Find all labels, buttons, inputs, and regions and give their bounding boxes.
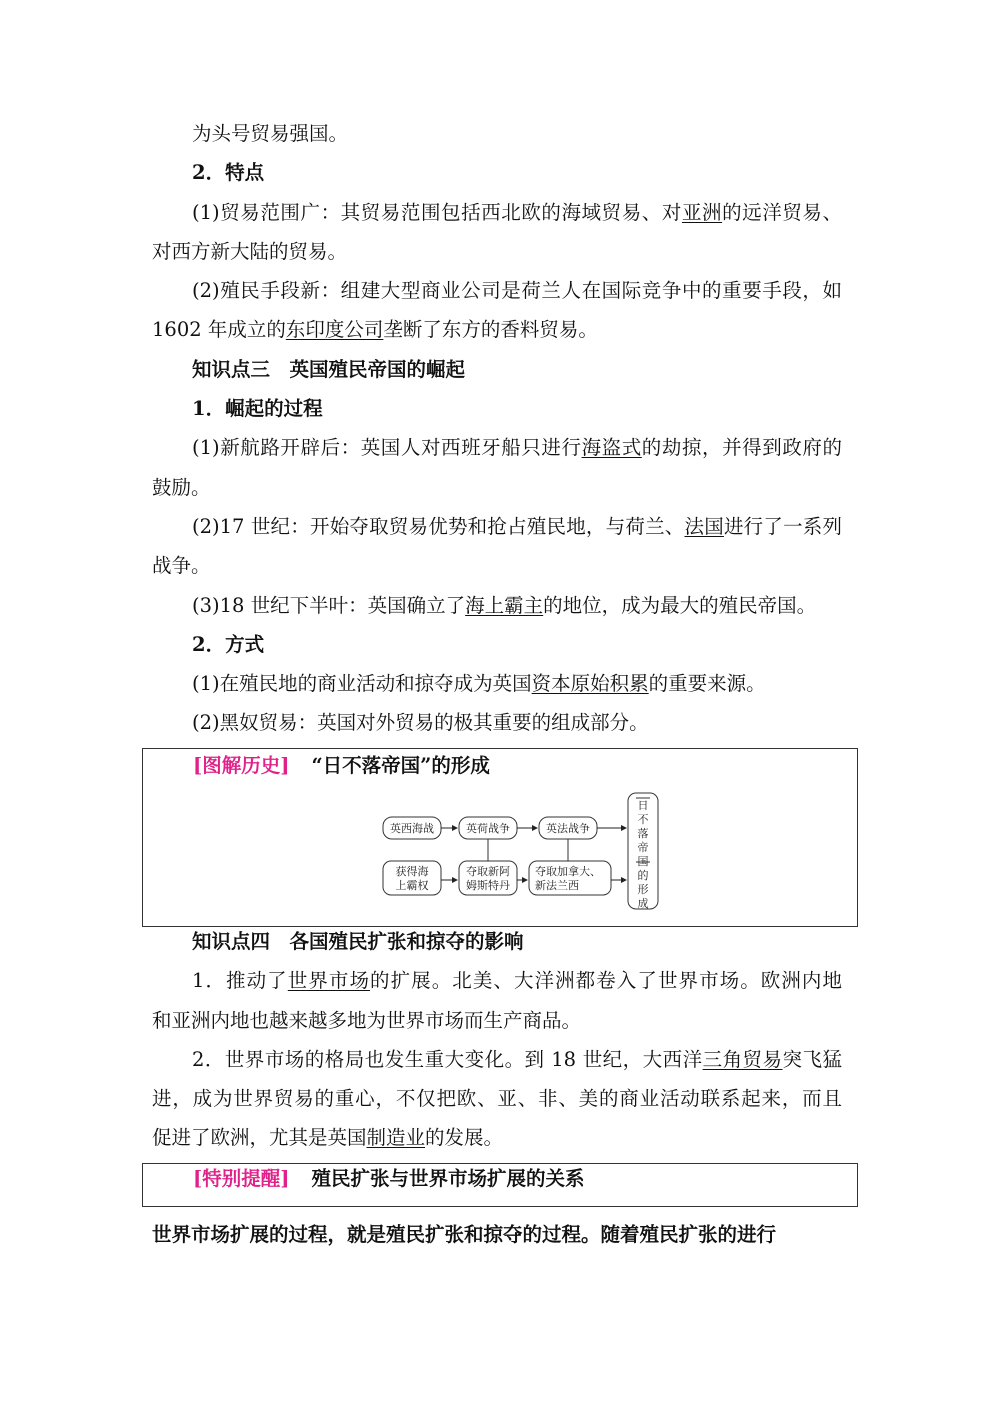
paragraph [152, 961, 842, 1040]
text-line [152, 468, 842, 507]
reminder-tag: [特别提醒] [193, 1167, 290, 1190]
section-knowledge-points [152, 114, 842, 743]
text-segment: 的发展。 [425, 1126, 504, 1150]
text-line [152, 193, 842, 232]
text-line [152, 114, 842, 153]
text-segment: 垄断了东方的香料贸易。 [383, 318, 598, 342]
text-segment: 2．世界市场的格局也发生重大变化。到 18 世纪，大西洋 [192, 1047, 703, 1071]
text-segment: 促进了欧洲，尤其是英国 [152, 1126, 367, 1150]
text-line [152, 507, 842, 546]
text-line [152, 271, 842, 310]
text-segment: 1．崛起的过程 [192, 397, 323, 421]
final-paragraph [152, 1215, 842, 1254]
text-segment: 2．方式 [192, 632, 265, 656]
text-line [152, 1118, 842, 1157]
text-line [152, 546, 842, 585]
text-segment: (2)黑奴贸易：英国对外贸易的极其重要的组成部分。 [192, 711, 649, 735]
underlined-keyword: 三角贸易 [702, 1047, 783, 1071]
underlined-keyword: 海盗式 [581, 436, 642, 460]
result-char: 帝 [637, 841, 649, 854]
diagram-box [142, 748, 858, 927]
underlined-keyword: 东印度公司 [285, 318, 384, 342]
paragraph [152, 664, 842, 703]
result-char: 国 [637, 855, 649, 868]
text-segment: 和亚洲内地也越来越多地为世界市场而生产商品。 [152, 1008, 582, 1032]
paragraph [152, 193, 842, 272]
paragraph [152, 428, 842, 507]
underlined-keyword: 法国 [684, 514, 724, 538]
text-segment: 的扩展。北美、大洋洲都卷入了世界市场。欧洲内地 [370, 969, 842, 993]
text-segment: 战争。 [152, 554, 211, 578]
flow-node-label: 获得海 [395, 865, 429, 878]
paragraph [152, 1040, 842, 1158]
flow-node-label: 夺取加拿大、 [535, 865, 601, 878]
heading [152, 153, 842, 192]
heading [152, 350, 842, 389]
result-char: 成 [637, 897, 649, 910]
diagram-tag: [图解历史] [193, 754, 290, 777]
text-segment: 的重要来源。 [648, 672, 766, 696]
text-line [152, 961, 842, 1000]
text-segment: 1602 年成立的 [152, 318, 286, 342]
text-line [152, 625, 842, 664]
text-segment: 知识点三 英国殖民帝国的崛起 [192, 357, 466, 381]
heading [152, 625, 842, 664]
text-segment: 1．推动了 [192, 969, 288, 993]
text-segment: (3)18 世纪下半叶：英国确立了 [192, 593, 466, 617]
final-line: 世界市场扩展的过程，就是殖民扩张和掠夺的过程。随着殖民扩张的进行 [152, 1223, 777, 1246]
result-char: 日 [637, 799, 649, 812]
text-segment: 鼓励。 [152, 475, 211, 499]
text-line [152, 1040, 842, 1079]
reminder-title: 殖民扩张与世界市场扩展的关系 [311, 1167, 585, 1190]
text-line [152, 922, 842, 961]
text-segment: 对西方新大陆的贸易。 [152, 239, 348, 263]
text-segment: 知识点四 各国殖民扩张和掠夺的影响 [192, 930, 524, 953]
text-line [152, 1079, 842, 1118]
paragraph [152, 114, 842, 153]
text-line [152, 153, 842, 192]
heading [152, 389, 842, 428]
result-char: 不 [637, 813, 649, 826]
text-line [152, 1001, 842, 1040]
text-segment: (1)在殖民地的商业活动和掠夺成为英国 [192, 672, 532, 696]
flow-node-label: 英荷战争 [466, 822, 510, 835]
flow-node-label: 夺取新阿 [466, 865, 510, 878]
paragraph [152, 271, 842, 350]
underlined-keyword: 海上霸主 [465, 593, 544, 617]
text-line [152, 350, 842, 389]
underlined-keyword: 资本原始积累 [531, 672, 649, 696]
text-segment: (1)贸易范围广：其贸易范围包括西北欧的海域贸易、对 [192, 200, 682, 224]
flow-node-label: 新法兰西 [535, 879, 579, 892]
result-char: 的 [637, 869, 649, 882]
underlined-keyword: 世界市场 [287, 969, 371, 993]
diagram-title: “日不落帝国”的形成 [311, 754, 490, 777]
text-segment: 为头号贸易强国。 [192, 122, 349, 145]
paragraph [152, 586, 842, 625]
result-char: 形 [637, 883, 649, 896]
text-line [152, 428, 842, 467]
underlined-keyword: 制造业 [366, 1126, 426, 1150]
paragraph [152, 507, 842, 586]
flowchart [143, 749, 857, 926]
flow-node-label: 英法战争 [546, 822, 590, 835]
text-line [152, 586, 842, 625]
flow-node-label: 英西海战 [390, 822, 434, 835]
text-segment: (1)新航路开辟后：英国人对西班牙船只进行 [192, 436, 582, 460]
reminder-box [142, 1163, 858, 1207]
underlined-keyword: 亚洲 [681, 200, 723, 224]
text-segment: 的远洋贸易、 [722, 200, 842, 224]
text-segment: 进行了一系列 [723, 514, 842, 538]
flow-node-label: 上霸权 [395, 879, 429, 892]
text-segment: 的地位，成为最大的殖民帝国。 [543, 593, 817, 617]
text-segment: (2)17 世纪：开始夺取贸易优势和抢占殖民地，与荷兰、 [192, 514, 685, 538]
heading [152, 922, 842, 961]
flow-node-label: 姆斯特丹 [466, 879, 510, 892]
text-segment: 突飞猛 [782, 1047, 842, 1071]
reminder-header [193, 1164, 584, 1195]
result-char: 落 [637, 827, 649, 840]
text-line [152, 232, 842, 271]
text-line [152, 389, 842, 428]
paragraph [152, 703, 842, 742]
text-segment: 的劫掠，并得到政府的 [641, 436, 842, 460]
text-line [152, 703, 842, 742]
text-segment: (2)殖民手段新：组建大型商业公司是荷兰人在国际竞争中的重要手段，如 [192, 279, 842, 303]
text-segment: 2．特点 [192, 161, 265, 185]
text-line [152, 664, 842, 703]
text-line [152, 310, 842, 349]
section-knowledge-point-4 [152, 922, 842, 1158]
text-segment: 进，成为世界贸易的重心，不仅把欧、亚、非、美的商业活动联系起来，而且 [152, 1087, 842, 1111]
